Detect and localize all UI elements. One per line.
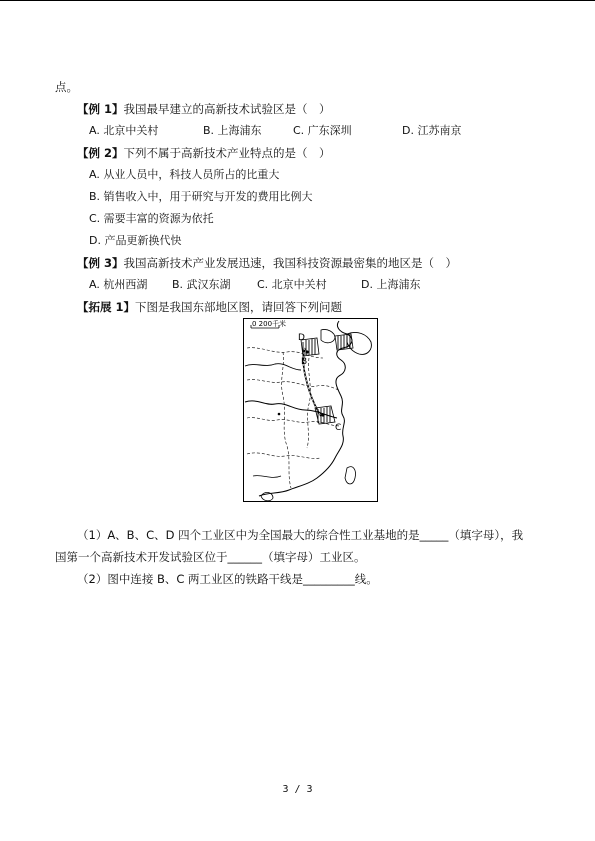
extension-text: 下图是我国东部地区图，请回答下列问题 [135, 300, 343, 314]
map-label-c: C [335, 423, 342, 433]
example-3-text: 我国高新技术产业发展迅速，我国科技资源最密集的地区是（ ） [123, 256, 458, 270]
city-dot-3 [278, 413, 281, 416]
intro-fragment: 点。 [55, 80, 78, 94]
east-china-map [243, 318, 378, 502]
example-1-option-c: C. 广东深圳 [293, 124, 352, 137]
extension-question [77, 300, 342, 314]
example-1-option-b: B. 上海浦东 [203, 124, 262, 137]
example-2-option-a: A. 从业人员中，科技人员所占的比重大 [89, 168, 280, 181]
industrial-region-ne [335, 334, 353, 350]
top-rule [0, 0, 595, 1]
map-label-b: B [301, 357, 308, 367]
scale-label: 0 200千米 [252, 320, 287, 328]
example-1-tag: 【例 1】 [77, 102, 124, 116]
subquestion-2: （2）图中连接 B、C 两工业区的铁路干线是_________线。 [77, 572, 378, 586]
example-1-option-d: D. 江苏南京 [402, 124, 462, 137]
example-2-question [77, 146, 331, 160]
example-3-option-c: C. 北京中关村 [257, 278, 327, 291]
example-3-tag: 【例 3】 [77, 256, 124, 270]
example-2-text: 下列不属于高新技术产业特点的是（ ） [123, 146, 331, 160]
example-3-option-d: D. 上海浦东 [361, 278, 421, 291]
example-2-option-c: C. 需要丰富的资源为依托 [89, 212, 214, 225]
example-1-question [77, 102, 331, 116]
example-3-option-a: A. 杭州西湖 [89, 278, 148, 291]
subquestion-1-line-1: （1）A、B、C、D 四个工业区中为全国最大的综合性工业基地的是_____（填字母），我 [77, 528, 524, 542]
example-2-tag: 【例 2】 [77, 146, 124, 160]
example-2-option-b: B. 销售收入中，用于研究与开发的费用比例大 [89, 190, 313, 203]
example-3-option-b: B. 武汉东湖 [172, 278, 231, 291]
map-label-d: D [298, 333, 305, 343]
extension-tag: 【拓展 1】 [77, 300, 136, 314]
city-dot-2 [321, 413, 324, 416]
example-3-question [77, 256, 457, 270]
example-1-text: 我国最早建立的高新技术试验区是（ ） [123, 102, 331, 116]
example-2-option-d: D. 产品更新换代快 [89, 234, 182, 247]
page-number: 3 / 3 [282, 784, 313, 795]
subquestion-1-line-2: 国第一个高新技术开发试验区位于______（填字母）工业区。 [55, 550, 366, 564]
example-1-option-a: A. 北京中关村 [89, 124, 159, 137]
city-dot-1 [305, 350, 308, 353]
